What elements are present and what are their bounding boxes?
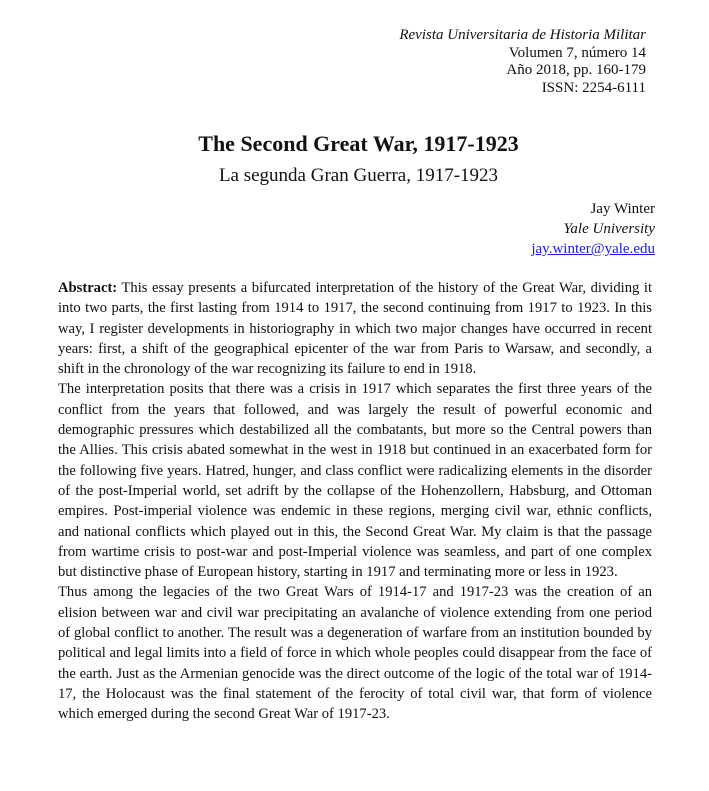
author-affiliation: Yale University xyxy=(563,221,655,237)
author-name: Jay Winter xyxy=(590,201,655,217)
abstract-text: This essay presents a bifurcated interpretation of the history of the Great War, dividing it into two parts, the first lasting from 1914 to 1917, the second continuing from 1917 to 1923. In this way, I register developments in historiography in which two major changes have occurred in recent years: first, a shift of the geographical epicenter of the war from Paris to Warsaw, and secondly, a shift in the chronology of the war recognizing its failure to end in 1918. xyxy=(58,280,652,378)
abstract-paragraph-1 xyxy=(58,278,652,379)
journal-header xyxy=(399,27,646,97)
abstract-label: Abstract: xyxy=(58,280,118,296)
article-subtitle: La segunda Gran Guerra, 1917-1923 xyxy=(218,165,499,186)
journal-name: Revista Universitaria de Historia Militar xyxy=(399,27,646,43)
journal-year-pages: Año 2018, pp. 160-179 xyxy=(506,62,646,78)
title-block xyxy=(0,131,709,188)
journal-volume: Volumen 7, número 14 xyxy=(508,44,646,61)
journal-issn: ISSN: 2254-6111 xyxy=(541,79,646,96)
author-block xyxy=(531,199,655,259)
abstract-paragraph-3: Thus among the legacies of the two Great Wars of 1914-17 and 1917-23 was the creation of an elision between war and civil war precipitating an avalanche of violence extending from one period of global conflict to another. The result was a degeneration of warfare from an institution bounded by political and legal limits into a field of force in which whole peoples could disappear from the face of the earth. Just as the Armenian genocide was the direct outcome of the logic of the total war of 1914-17, the Holocaust was the final statement of the ferocity of total civil war, that form of violence which emerged during the second Great War of 1917-23. xyxy=(58,584,652,723)
article-title: The Second Great War, 1917-1923 xyxy=(198,131,519,156)
author-email-link[interactable]: jay.winter@yale.edu xyxy=(531,241,655,257)
abstract-paragraph-2: The interpretation posits that there was a crisis in 1917 which separates the first three years of the conflict from the years that followed, and was largely the result of powerful economic and demographic pressures which destabilized all the combatants, but more so the Central powers than the Allies. This crisis abated somewhat in the west in 1918 but continued in an exacerbated form for the following five years. Hatred, hunger, and class conflict were radicalizing elements in the disorder of the post-Imperial world, set adrift by the collapse of the Hohenzollern, Habsburg, and Ottoman empires. Post-imperial violence was endemic in these regions, merging civil war, ethnic conflicts, and national conflicts which played out in this, the Second Great War. My claim is that the passage from wartime crisis to post-war and post-Imperial violence was seamless, and part of one complex but distinctive phase of European history, starting in 1917 and terminating more or less in 1923. xyxy=(58,381,652,581)
abstract xyxy=(58,278,652,725)
